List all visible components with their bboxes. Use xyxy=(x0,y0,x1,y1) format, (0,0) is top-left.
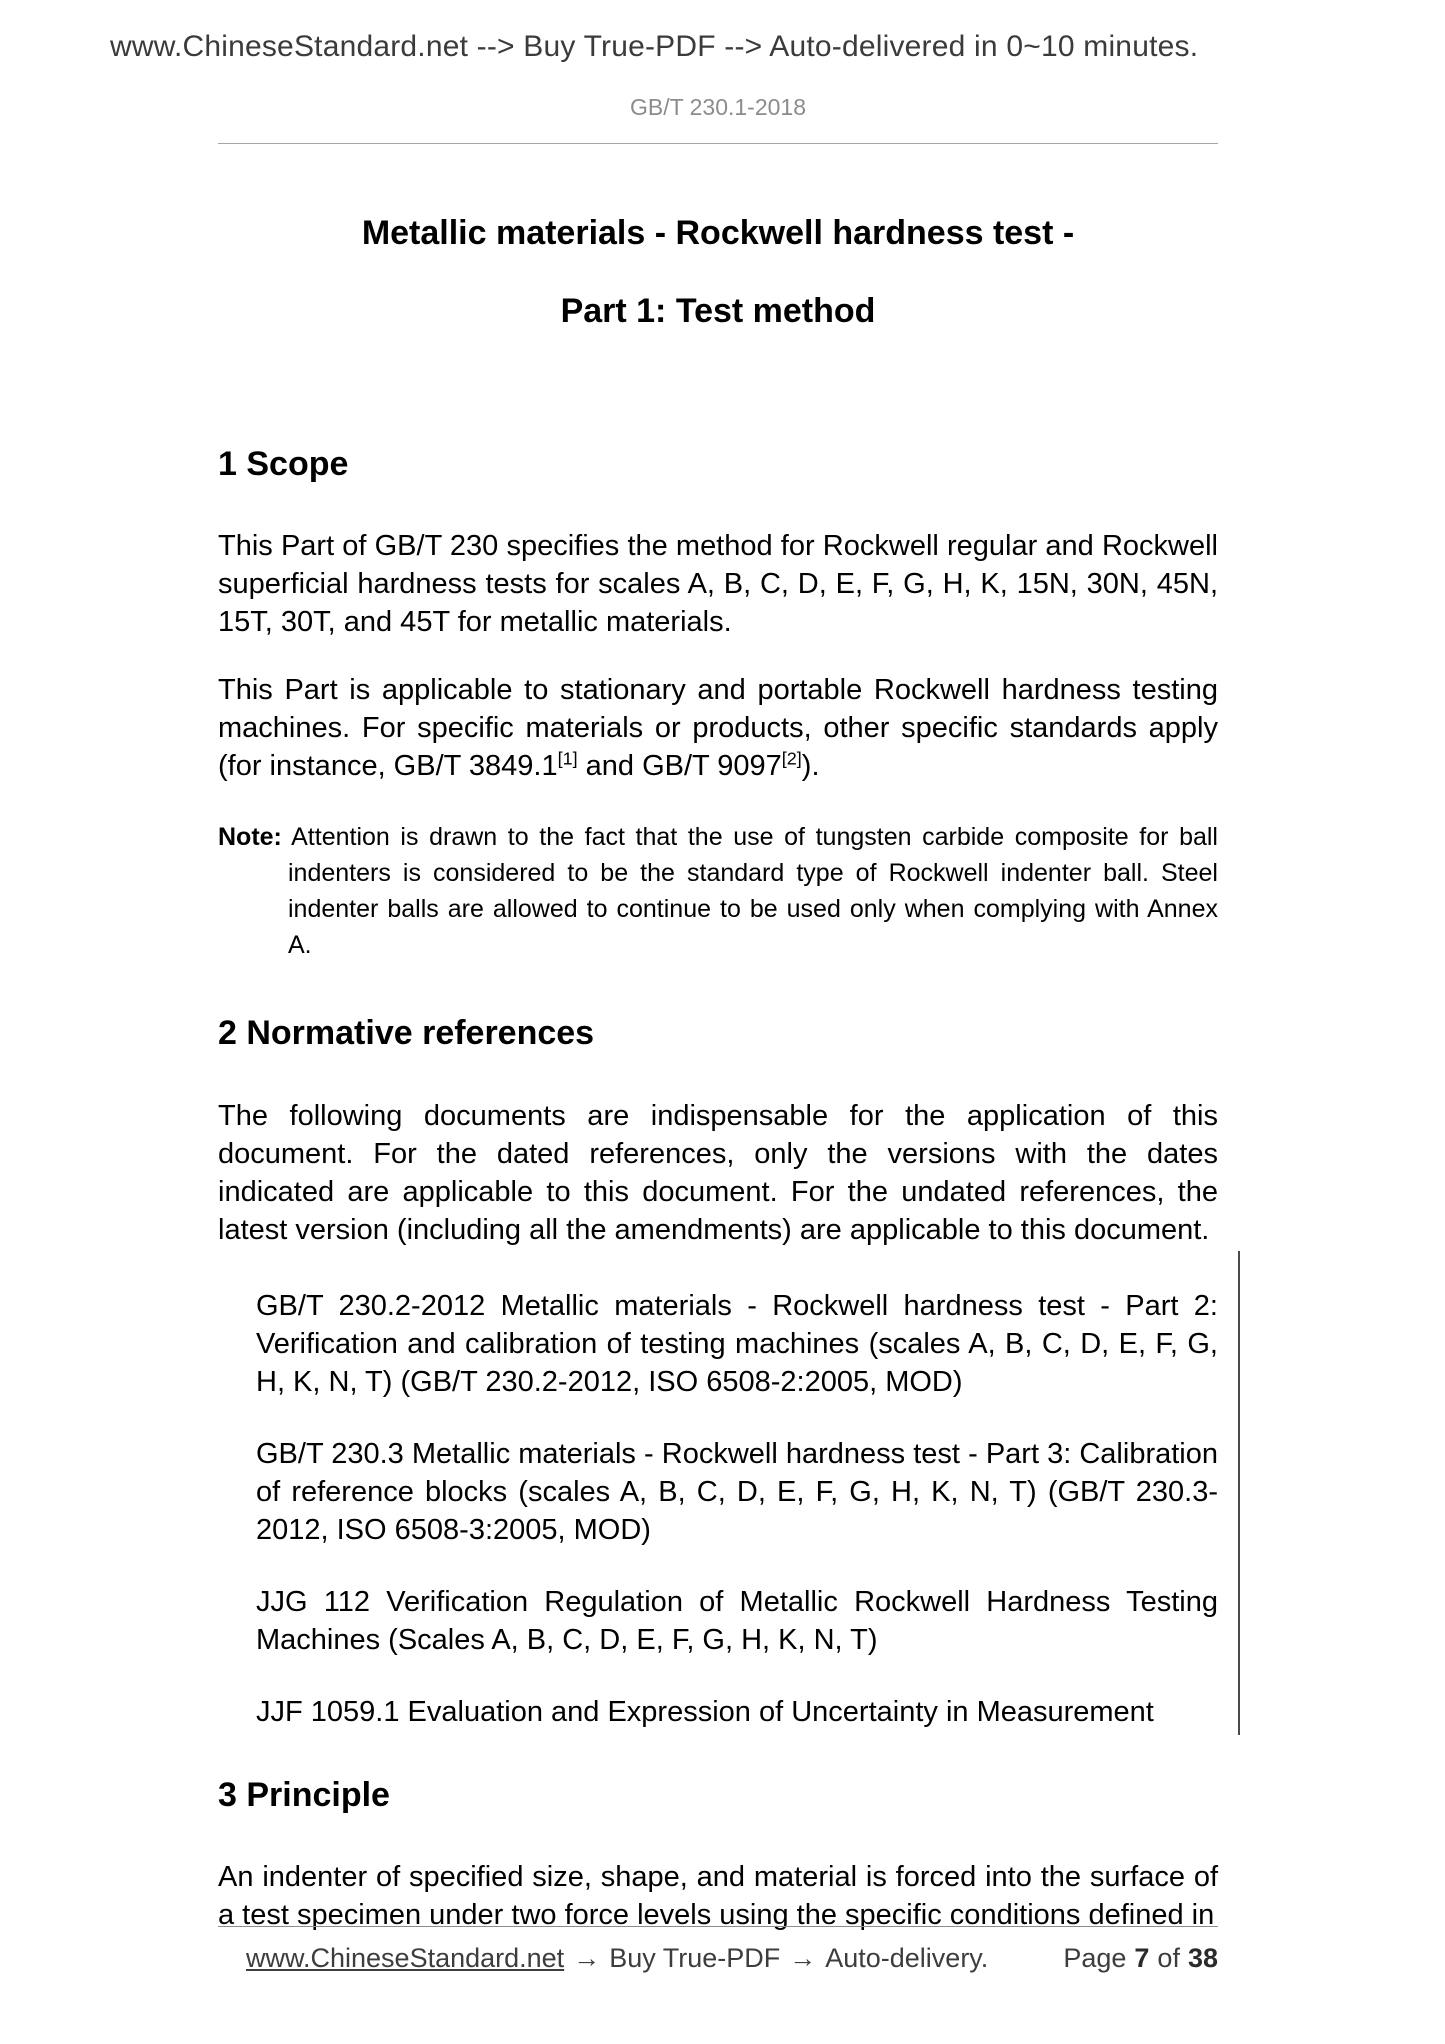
section-heading-normative-references: 2 Normative references xyxy=(218,1014,595,1053)
section-heading-principle: 3 Principle xyxy=(218,1775,390,1814)
total-page-number: 38 xyxy=(1187,1943,1218,1973)
page-footer xyxy=(218,1926,1218,1974)
references-block xyxy=(218,1287,1218,1731)
document-title xyxy=(218,194,1218,350)
title-line-1: Metallic materials - Rockwell hardness test - xyxy=(361,214,1075,252)
section-heading-scope: 1 Scope xyxy=(218,445,349,483)
scope-p2-text-2: and GB/T 9097 xyxy=(577,750,782,783)
footer-site-link[interactable]: www.ChineseStandard.net xyxy=(246,1943,565,1973)
current-page-number: 7 xyxy=(1134,1943,1150,1973)
normative-intro-paragraph: The following documents are indispensable for the application of this document. For the dated references, only the versions with the dates indicated are applicable to this document. For the undated references, the latest version (including all the amendments) are applicable to this document. xyxy=(218,1099,1218,1246)
note-text: Attention is drawn to the fact that the use of tungsten carbide composite for ball indenters is considered to be the standard type of Rockwell indenter ball. Steel indenter balls are allowed to continue to be used only when complying with Annex A. xyxy=(281,823,1218,960)
footnote-marker-1: [1] xyxy=(557,748,578,769)
page-label: Page xyxy=(1063,1943,1127,1973)
reference-item: GB/T 230.2-2012 Metallic materials - Rockwell hardness test - Part 2: Verification and calibration of testing machines (scales A, B, C, D, E, F, G, H, K, N, T) (GB/T 230.2-2012, ISO 6508-2:2005, MOD) xyxy=(256,1289,1218,1398)
footer-arrow-icon: → xyxy=(789,1943,817,1973)
page-number-indicator xyxy=(1055,1943,1218,1974)
scope-paragraph-2 xyxy=(218,671,1218,785)
scope-p2-text-3: ). xyxy=(801,750,820,783)
reference-item: JJG 112 Verification Regulation of Metallic Rockwell Hardness Testing Machines (Scales A, B, C, D, E, F, G, H, K, N, T) xyxy=(256,1585,1218,1656)
footer-arrow-icon: → xyxy=(573,1943,601,1973)
footer-buy-label: Buy True-PDF xyxy=(609,1943,781,1973)
footer-divider xyxy=(218,1926,1218,1927)
top-banner-text: www.ChineseStandard.net --> Buy True-PDF --> Auto-delivered in 0~10 minutes. xyxy=(110,30,1199,63)
header-divider xyxy=(218,143,1218,144)
title-line-2: Part 1: Test method xyxy=(560,292,876,330)
scope-note xyxy=(218,819,1218,963)
standard-code: GB/T 230.1-2018 xyxy=(629,94,807,120)
of-label: of xyxy=(1157,1943,1180,1973)
footer-branding xyxy=(246,1943,997,1974)
scope-p2-text-1: This Part is applicable to stationary and portable Rockwell hardness testing machines. For specific materials or products, other specific standards apply (for instance, GB/T 3849.1 xyxy=(218,674,1218,783)
footer-delivery-label: Auto-delivery. xyxy=(825,1943,989,1973)
principle-paragraph: An indenter of specified size, shape, and material is forced into the surface of a test specimen under two force levels using the specific conditions defined in xyxy=(218,1861,1218,1932)
note-label: Note: xyxy=(218,823,282,852)
scope-paragraph-1: This Part of GB/T 230 specifies the method for Rockwell regular and Rockwell superficial hardness tests for scales A, B, C, D, E, F, G, H, K, 15N, 30N, 45N, 15T, 30T, and 45T for metallic materials. xyxy=(218,530,1218,639)
page-content xyxy=(218,0,1218,1934)
reference-item: GB/T 230.3 Metallic materials - Rockwell hardness test - Part 3: Calibration of reference blocks (scales A, B, C, D, E, F, G, H, K, N, T) (GB/T 230.3-2012, ISO 6508-3:2005, MOD) xyxy=(256,1437,1218,1546)
footnote-marker-2: [2] xyxy=(781,748,802,769)
revision-change-bar xyxy=(1238,1251,1240,1735)
reference-item: JJF 1059.1 Evaluation and Expression of Uncertainty in Measurement xyxy=(256,1695,1154,1728)
